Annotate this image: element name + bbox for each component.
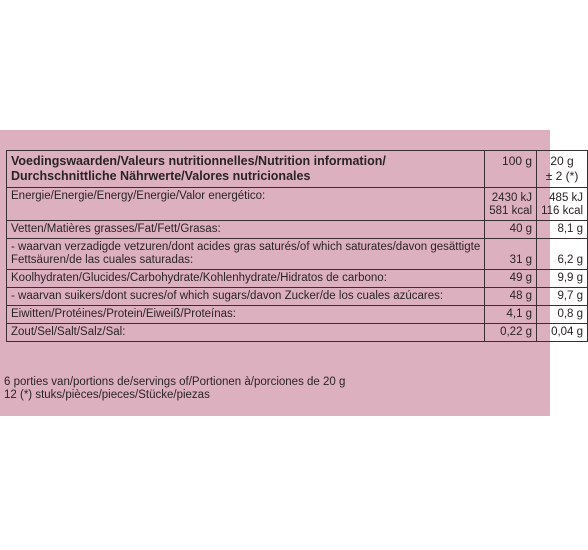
- value-100g: 2430 kJ 581 kcal: [485, 188, 537, 221]
- value-20g: 8,1 g: [537, 221, 588, 239]
- row-label: Vetten/Matières grasses/Fat/Fett/Grasas:: [7, 221, 485, 239]
- table-row: [7, 221, 588, 239]
- value-20g: 9,9 g: [537, 270, 588, 288]
- table-row: [7, 188, 588, 221]
- value-100g: 40 g: [485, 221, 537, 239]
- value-20g: 6,2 g: [537, 239, 588, 270]
- table-header-row: [7, 151, 588, 188]
- table-row: [7, 270, 588, 288]
- row-label: - waarvan suikers/dont sucres/of which sugars/davon Zucker/de los cuales azúcares:: [7, 288, 485, 306]
- row-label: Zout/Sel/Salt/Salz/Sal:: [7, 324, 485, 342]
- value-20g: 485 kJ 116 kcal: [537, 188, 588, 221]
- table-row: [7, 324, 588, 342]
- row-label: Energie/Energie/Energy/Energie/Valor energético:: [7, 188, 485, 221]
- column-header-100g: 100 g: [485, 151, 537, 188]
- value-20g: 9,7 g: [537, 288, 588, 306]
- row-label: Eiwitten/Protéines/Protein/Eiweiß/Proteínas:: [7, 306, 485, 324]
- nutrition-panel: [0, 130, 584, 416]
- column-header-20g: 20 g ± 2 (*): [537, 151, 588, 188]
- value-100g: 4,1 g: [485, 306, 537, 324]
- value-100g: 48 g: [485, 288, 537, 306]
- table-row: [7, 288, 588, 306]
- pieces-line: 12 (*) stuks/pièces/pieces/Stücke/piezas: [4, 389, 210, 401]
- serving-note: [4, 376, 345, 402]
- nutrition-table: [6, 150, 588, 342]
- value-100g: 31 g: [485, 239, 537, 270]
- table-row: [7, 306, 588, 324]
- table-row: [7, 239, 588, 270]
- table-title: Voedingswaarden/Valeurs nutritionnelles/Nutrition information/ Durchschnittliche Nährwerte/Valores nutricionales: [7, 151, 485, 188]
- value-20g: 0,04 g: [537, 324, 588, 342]
- row-label: Koolhydraten/Glucides/Carbohydrate/Kohlenhydrate/Hidratos de carbono:: [7, 270, 485, 288]
- servings-line: 6 porties van/portions de/servings of/Portionen à/porciones de 20 g: [4, 376, 346, 388]
- value-100g: 49 g: [485, 270, 537, 288]
- value-100g: 0,22 g: [485, 324, 537, 342]
- value-20g: 0,8 g: [537, 306, 588, 324]
- row-label: - waarvan verzadigde vetzuren/dont acides gras saturés/of which saturates/davon gesättigte Fettsäuren/de las cuales saturadas:: [7, 239, 485, 270]
